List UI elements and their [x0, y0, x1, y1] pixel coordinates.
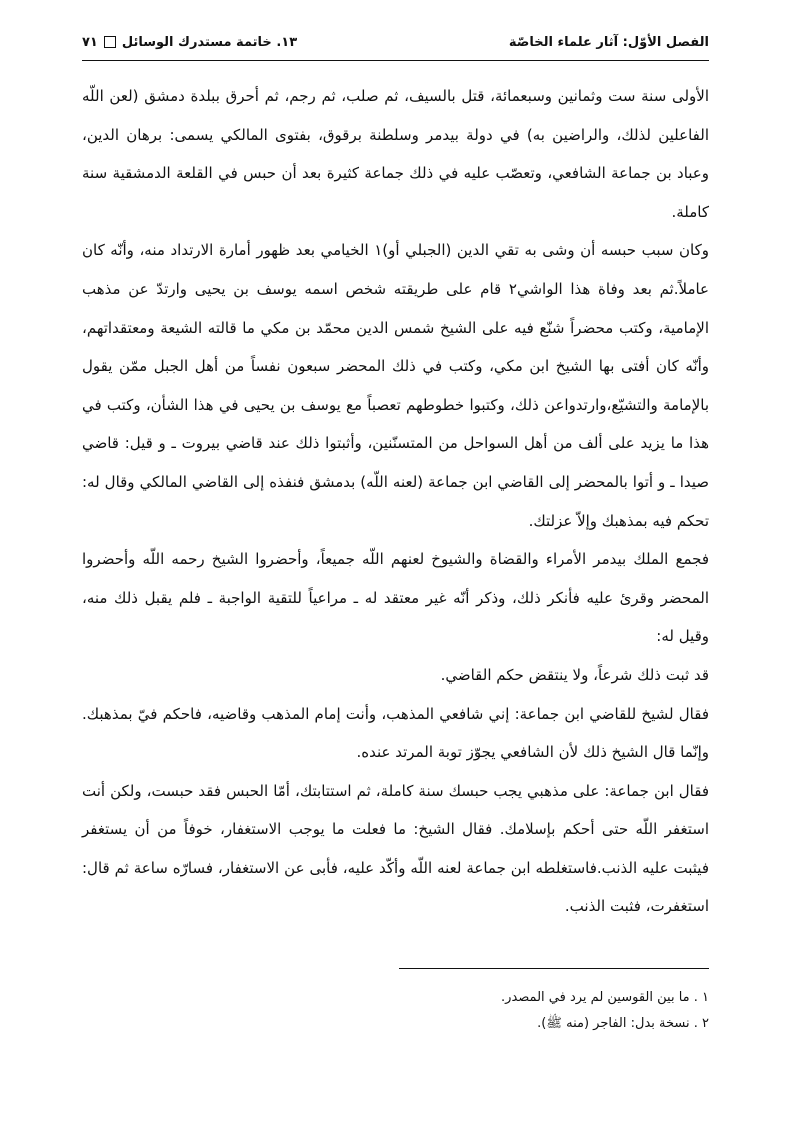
- paragraph: فقال ابن جماعة: على مذهبي يجب حبسك سنة كاملة، ثم استتابتك، أمّا الحبس فقد حبست، ولكن أنت استغفر اللّه حتى أحكم بإسلامك. فقال الشيخ: ما فعلت ما يوجب الاستغفار، خوفاً من أن يستغفر فيثبت عليه الذنب.فاستغلطه ابن جماعة لعنه اللّه وأكّد عليه، فأبى عن الاستغفار، فسارّه ساعة ثم قال: استغفرت، فثبت الذنب.: [82, 781, 709, 916]
- running-header: [82, 30, 709, 54]
- book-title: ١٣. خاتمة مستدرك الوسائل: [121, 34, 298, 50]
- footnote: ١ . ما بين القوسين لم يرد في المصدر.: [501, 990, 709, 1005]
- paragraph: قد ثبت ذلك شرعاً، ولا ينتقض حكم القاضي.: [440, 665, 709, 684]
- paragraph: فقال لشيخ للقاضي ابن جماعة: إني شافعي المذهب، وأنت إمام المذهب وقاضيه، فاحكم فيّ بمذهبك. وإنّما قال الشيخ ذلك لأن الشافعي يجوّز توبة المرتد عنده.: [82, 704, 709, 762]
- square-ornament-icon: [104, 36, 116, 48]
- header-book-info: [82, 35, 297, 50]
- chapter-title: الفصل الأوّل: آثار علماء الخاصّة: [508, 34, 709, 50]
- paragraph: الأولى سنة ست وثمانين وسبعمائة، قتل بالسيف، ثم صلب، ثم رجم، ثم أحرق ببلدة دمشق (لعن اللّه الفاعلين لذلك، والراضين به) في دولة بيدمر وسلطنة برقوق، بفتوى المالكي يسمى: برهان الدين، وعباد بن جماعة الشافعي، وتعصّب عليه في ذلك جماعة كثيرة بعد أن حبس في القلعة الدمشقية سنة كاملة.: [82, 87, 709, 221]
- page-number: ٧١: [82, 34, 98, 50]
- header-divider: [82, 60, 709, 61]
- footnotes: [82, 985, 709, 1037]
- footnote-divider: [399, 968, 709, 969]
- main-text: [82, 77, 709, 926]
- paragraph: فجمع الملك بيدمر الأمراء والقضاة والشيوخ لعنهم اللّه جميعاً، وأحضروا الشيخ رحمه اللّه وأحضروا المحضر وقرئ عليه فأنكر ذلك، وذكر أنّه غير معتقد له ـ مراعياً للتقية الواجبة ـ فلم يقبل ذلك منه، وقيل له:: [82, 550, 709, 646]
- footnote: ٢ . نسخة بدل: الفاجر (منه ﷺ).: [537, 1016, 709, 1031]
- paragraph: وكان سبب حبسه أن وشى به تقي الدين (الجبلي أو)١ الخيامي بعد ظهور أمارة الارتداد منه، وأنّه كان عاملاً.ثم بعد وفاة هذا الواشي٢ قام على طريقته شخص اسمه يوسف بن يحيى وارتدّ عن مذهب الإمامية، وكتب محضراً شنّع فيه على الشيخ شمس الدين محمّد بن مكي ما قالته الشيعة ومعتقداتهم، وأنّه كان أفتى بها الشيخ ابن مكي، وكتب في ذلك المحضر سبعون نفساً من أهل الجبل ممّن يقول بالإمامة والتشيّع،وارتدواعن ذلك، وكتبوا خطوطهم تعصباً مع يوسف بن يحيى في هذا الشأن، وكتب في هذا ما يزيد على ألف من أهل السواحل من المتسنّنين، وأثبتوا ذلك عند قاضي بيروت ـ و قيل: قاضي صيدا ـ و أتوا بالمحضر إلى القاضي ابن جماعة (لعنه اللّه) بدمشق فنفذه إلى القاضي المالكي وقال له: تحكم فيه بمذهبك وإلاّ عزلتك.: [82, 241, 710, 530]
